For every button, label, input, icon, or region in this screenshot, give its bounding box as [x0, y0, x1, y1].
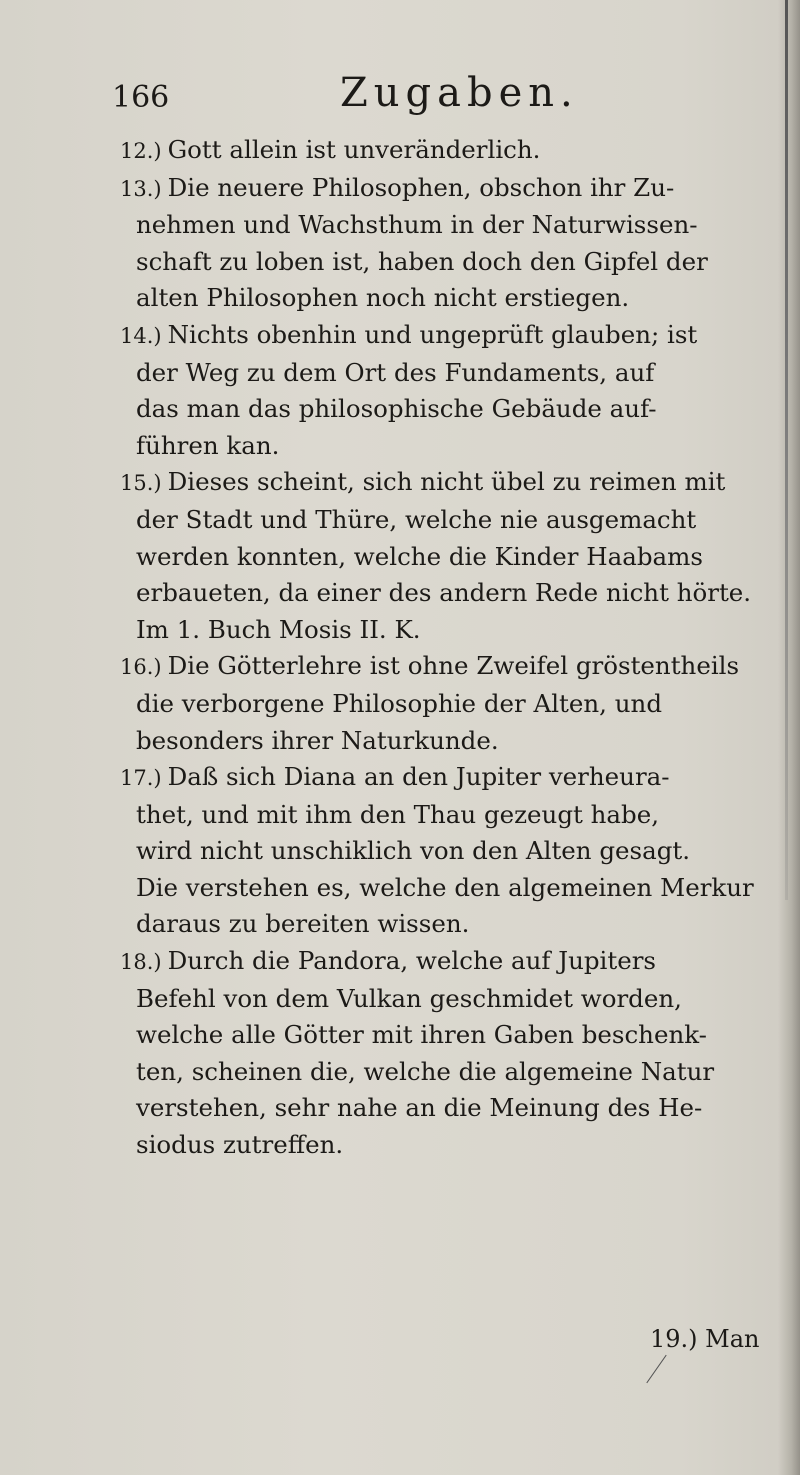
entry-line: Dieses scheint, sich nicht übel zu reimen mit — [167, 467, 726, 497]
entry-line: Gott allein ist unveränderlich. — [167, 135, 541, 164]
entry-line: erbaueten, da einer des andern Rede nicht hörte. — [136, 578, 752, 608]
entry-line: daraus zu bereiten wissen. — [136, 909, 470, 939]
entry-number: 17.) — [120, 766, 162, 791]
entry-line: das man das philosophische Gebäude auf- — [136, 394, 657, 424]
entry-line: führen kan. — [136, 430, 280, 460]
entry-line: werden konnten, welche die Kinder Haabams — [136, 541, 703, 571]
numbered-entry — [120, 759, 768, 943]
page-edge-line — [785, 0, 788, 900]
entry-line: ten, scheinen die, welche die algemeine Natur — [136, 1056, 715, 1086]
entry-line: Befehl von dem Vulkan geschmidet worden, — [136, 983, 682, 1013]
catchword: 19.) Man — [650, 1325, 760, 1353]
numbered-entry — [120, 648, 768, 759]
page-number: 166 — [112, 80, 170, 115]
entry-line: schaft zu loben ist, haben doch den Gipfel der — [136, 246, 708, 276]
entry-line: thet, und mit ihm den Thau gezeugt habe, — [136, 799, 659, 829]
running-head: Zugaben. — [340, 70, 579, 116]
entry-number: 16.) — [120, 655, 162, 680]
entry-line: wird nicht unschiklich von den Alten gesagt. — [136, 836, 691, 866]
entry-line: Die Götterlehre ist ohne Zweifel gröstentheils — [167, 651, 740, 681]
entry-number: 13.) — [120, 176, 162, 201]
entry-line: verstehen, sehr nahe an die Meinung des He- — [136, 1093, 703, 1123]
entry-line: der Weg zu dem Ort des Fundaments, auf — [136, 357, 655, 387]
entry-line: siodus zutreffen. — [136, 1130, 344, 1160]
stray-pen-mark — [646, 1355, 666, 1383]
entry-line: Daß sich Diana an den Jupiter verheura- — [167, 762, 670, 792]
entry-line: der Stadt und Thüre, welche nie ausgemacht — [136, 504, 697, 534]
entry-line: nehmen und Wachsthum in der Naturwissen- — [136, 210, 698, 240]
entry-number: 15.) — [120, 471, 162, 496]
numbered-entry — [120, 132, 768, 170]
page-edge-shadow — [778, 0, 800, 1475]
entry-line: Die neuere Philosophen, obschon ihr Zu- — [167, 172, 675, 202]
entry-line: Nichts obenhin und ungeprüft glauben; ist — [167, 319, 698, 349]
entry-number: 18.) — [120, 950, 162, 975]
entry-line: die verborgene Philosophie der Alten, und — [136, 688, 662, 718]
entry-number: 12.) — [120, 139, 162, 163]
text-body — [120, 132, 768, 1164]
numbered-entry — [120, 170, 768, 317]
numbered-entry — [120, 943, 768, 1164]
entry-line: Die verstehen es, welche den algemeinen Merkur — [136, 872, 754, 902]
entry-line: Im 1. Buch Mosis II. K. — [136, 614, 421, 644]
numbered-entry — [120, 317, 768, 464]
entry-line: besonders ihrer Naturkunde. — [136, 725, 499, 755]
entry-number: 14.) — [120, 323, 162, 348]
entry-line: alten Philosophen noch nicht erstiegen. — [136, 283, 630, 313]
entry-line: Durch die Pandora, welche auf Jupiters — [167, 946, 657, 976]
entry-line: welche alle Götter mit ihren Gaben beschenk- — [136, 1020, 707, 1050]
page-header — [112, 62, 732, 122]
numbered-entry — [120, 464, 768, 648]
